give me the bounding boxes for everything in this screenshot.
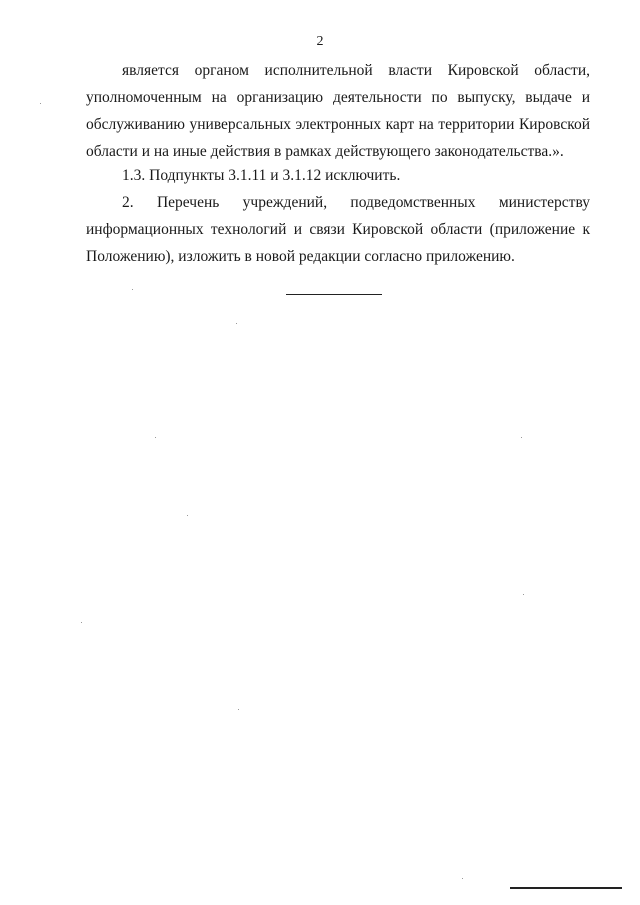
- end-divider: [286, 294, 382, 295]
- paragraph-line: 2. Перечень учреждений, подведомственных министерству: [122, 194, 590, 211]
- scan-speck: [155, 437, 156, 438]
- paragraph-line: информационных технологий и связи Кировской области (приложение к: [86, 221, 590, 238]
- paragraph-line: Положению), изложить в новой редакции согласно приложению.: [86, 248, 515, 265]
- scan-speck: [238, 709, 239, 710]
- footer-rule: [510, 887, 622, 889]
- paragraph-line: является органом исполнительной власти Кировской области,: [122, 62, 590, 79]
- scan-speck: [236, 323, 237, 324]
- paragraph-line: обслуживанию универсальных электронных карт на территории Кировской: [86, 116, 590, 133]
- scan-speck: [187, 515, 188, 516]
- paragraph-line: уполномоченным на организацию деятельности по выпуску, выдаче и: [86, 89, 590, 106]
- scan-speck: [81, 622, 82, 623]
- scan-speck: [462, 878, 463, 879]
- page-number: 2: [316, 34, 324, 49]
- scan-speck: [40, 103, 41, 104]
- paragraph-line: области и на иные действия в рамках действующего законодательства.».: [86, 143, 564, 160]
- item-1-3: 1.3. Подпункты 3.1.11 и 3.1.12 исключить.: [122, 167, 401, 184]
- scan-speck: [132, 289, 133, 290]
- scan-speck: [523, 594, 524, 595]
- scan-speck: [521, 437, 522, 438]
